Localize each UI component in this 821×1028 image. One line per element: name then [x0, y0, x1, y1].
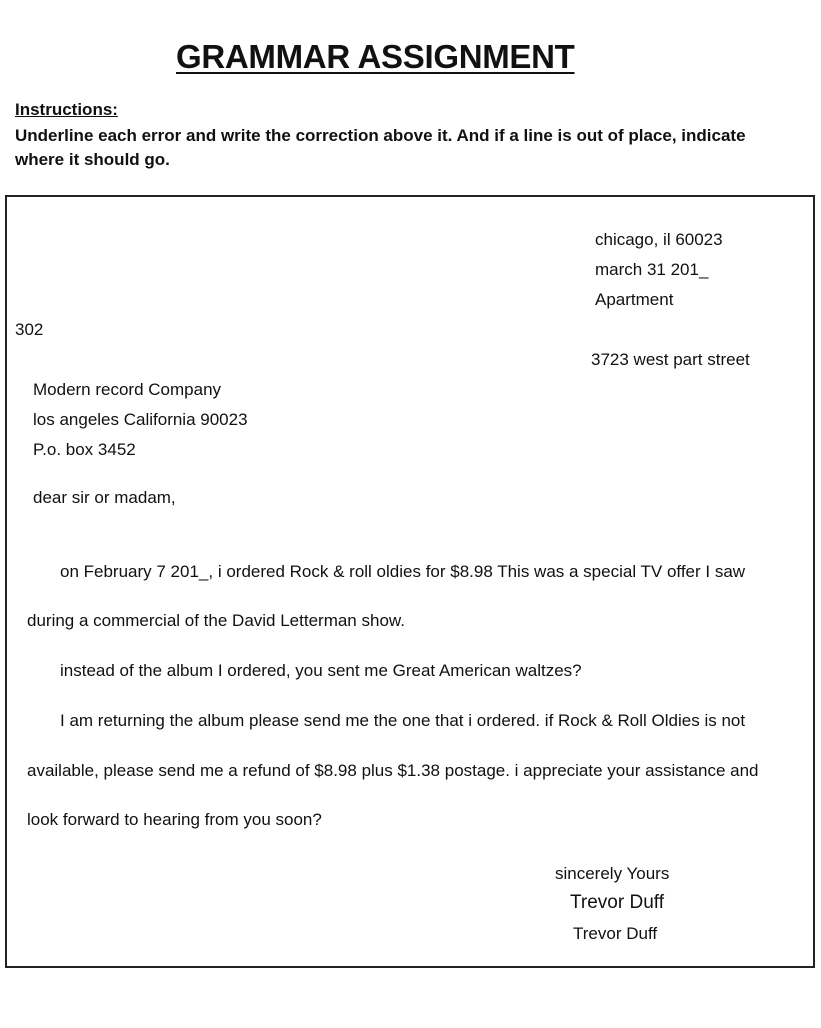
- instructions-text: Underline each error and write the correction above it. And if a line is out of place, indicate where it should go.: [15, 126, 746, 169]
- recipient-address-line: los angeles California 90023: [33, 410, 248, 429]
- page-title: GRAMMAR ASSIGNMENT: [176, 38, 575, 75]
- body-line: I am returning the album please send me the one that i ordered. if Rock & Roll Oldies is not: [60, 711, 746, 730]
- closing: sincerely Yours: [555, 864, 670, 883]
- body-line: on February 7 201_, i ordered Rock & roll oldies for $8.98 This was a special TV offer I saw: [60, 562, 746, 581]
- salutation: dear sir or madam,: [33, 488, 176, 507]
- recipient-address-line: Modern record Company: [33, 380, 222, 399]
- body-line: available, please send me a refund of $8.98 plus $1.38 postage. i appreciate your assistance and: [27, 761, 759, 780]
- signature: Trevor Duff: [570, 892, 664, 913]
- sender-address-line: chicago, il 60023: [595, 230, 723, 249]
- recipient-address-line: P.o. box 3452: [33, 440, 136, 459]
- sender-address-line: 302: [15, 320, 44, 339]
- printed-name: Trevor Duff: [573, 924, 658, 943]
- sender-address-line: 3723 west part street: [591, 350, 750, 369]
- sender-address-line: march 31 201_: [595, 260, 709, 279]
- body-line: instead of the album I ordered, you sent me Great American waltzes?: [60, 661, 582, 680]
- body-line: look forward to hearing from you soon?: [27, 810, 322, 829]
- sender-address-line: Apartment: [595, 290, 674, 309]
- body-line: during a commercial of the David Letterman show.: [27, 611, 405, 630]
- instructions-label: Instructions:: [15, 100, 118, 119]
